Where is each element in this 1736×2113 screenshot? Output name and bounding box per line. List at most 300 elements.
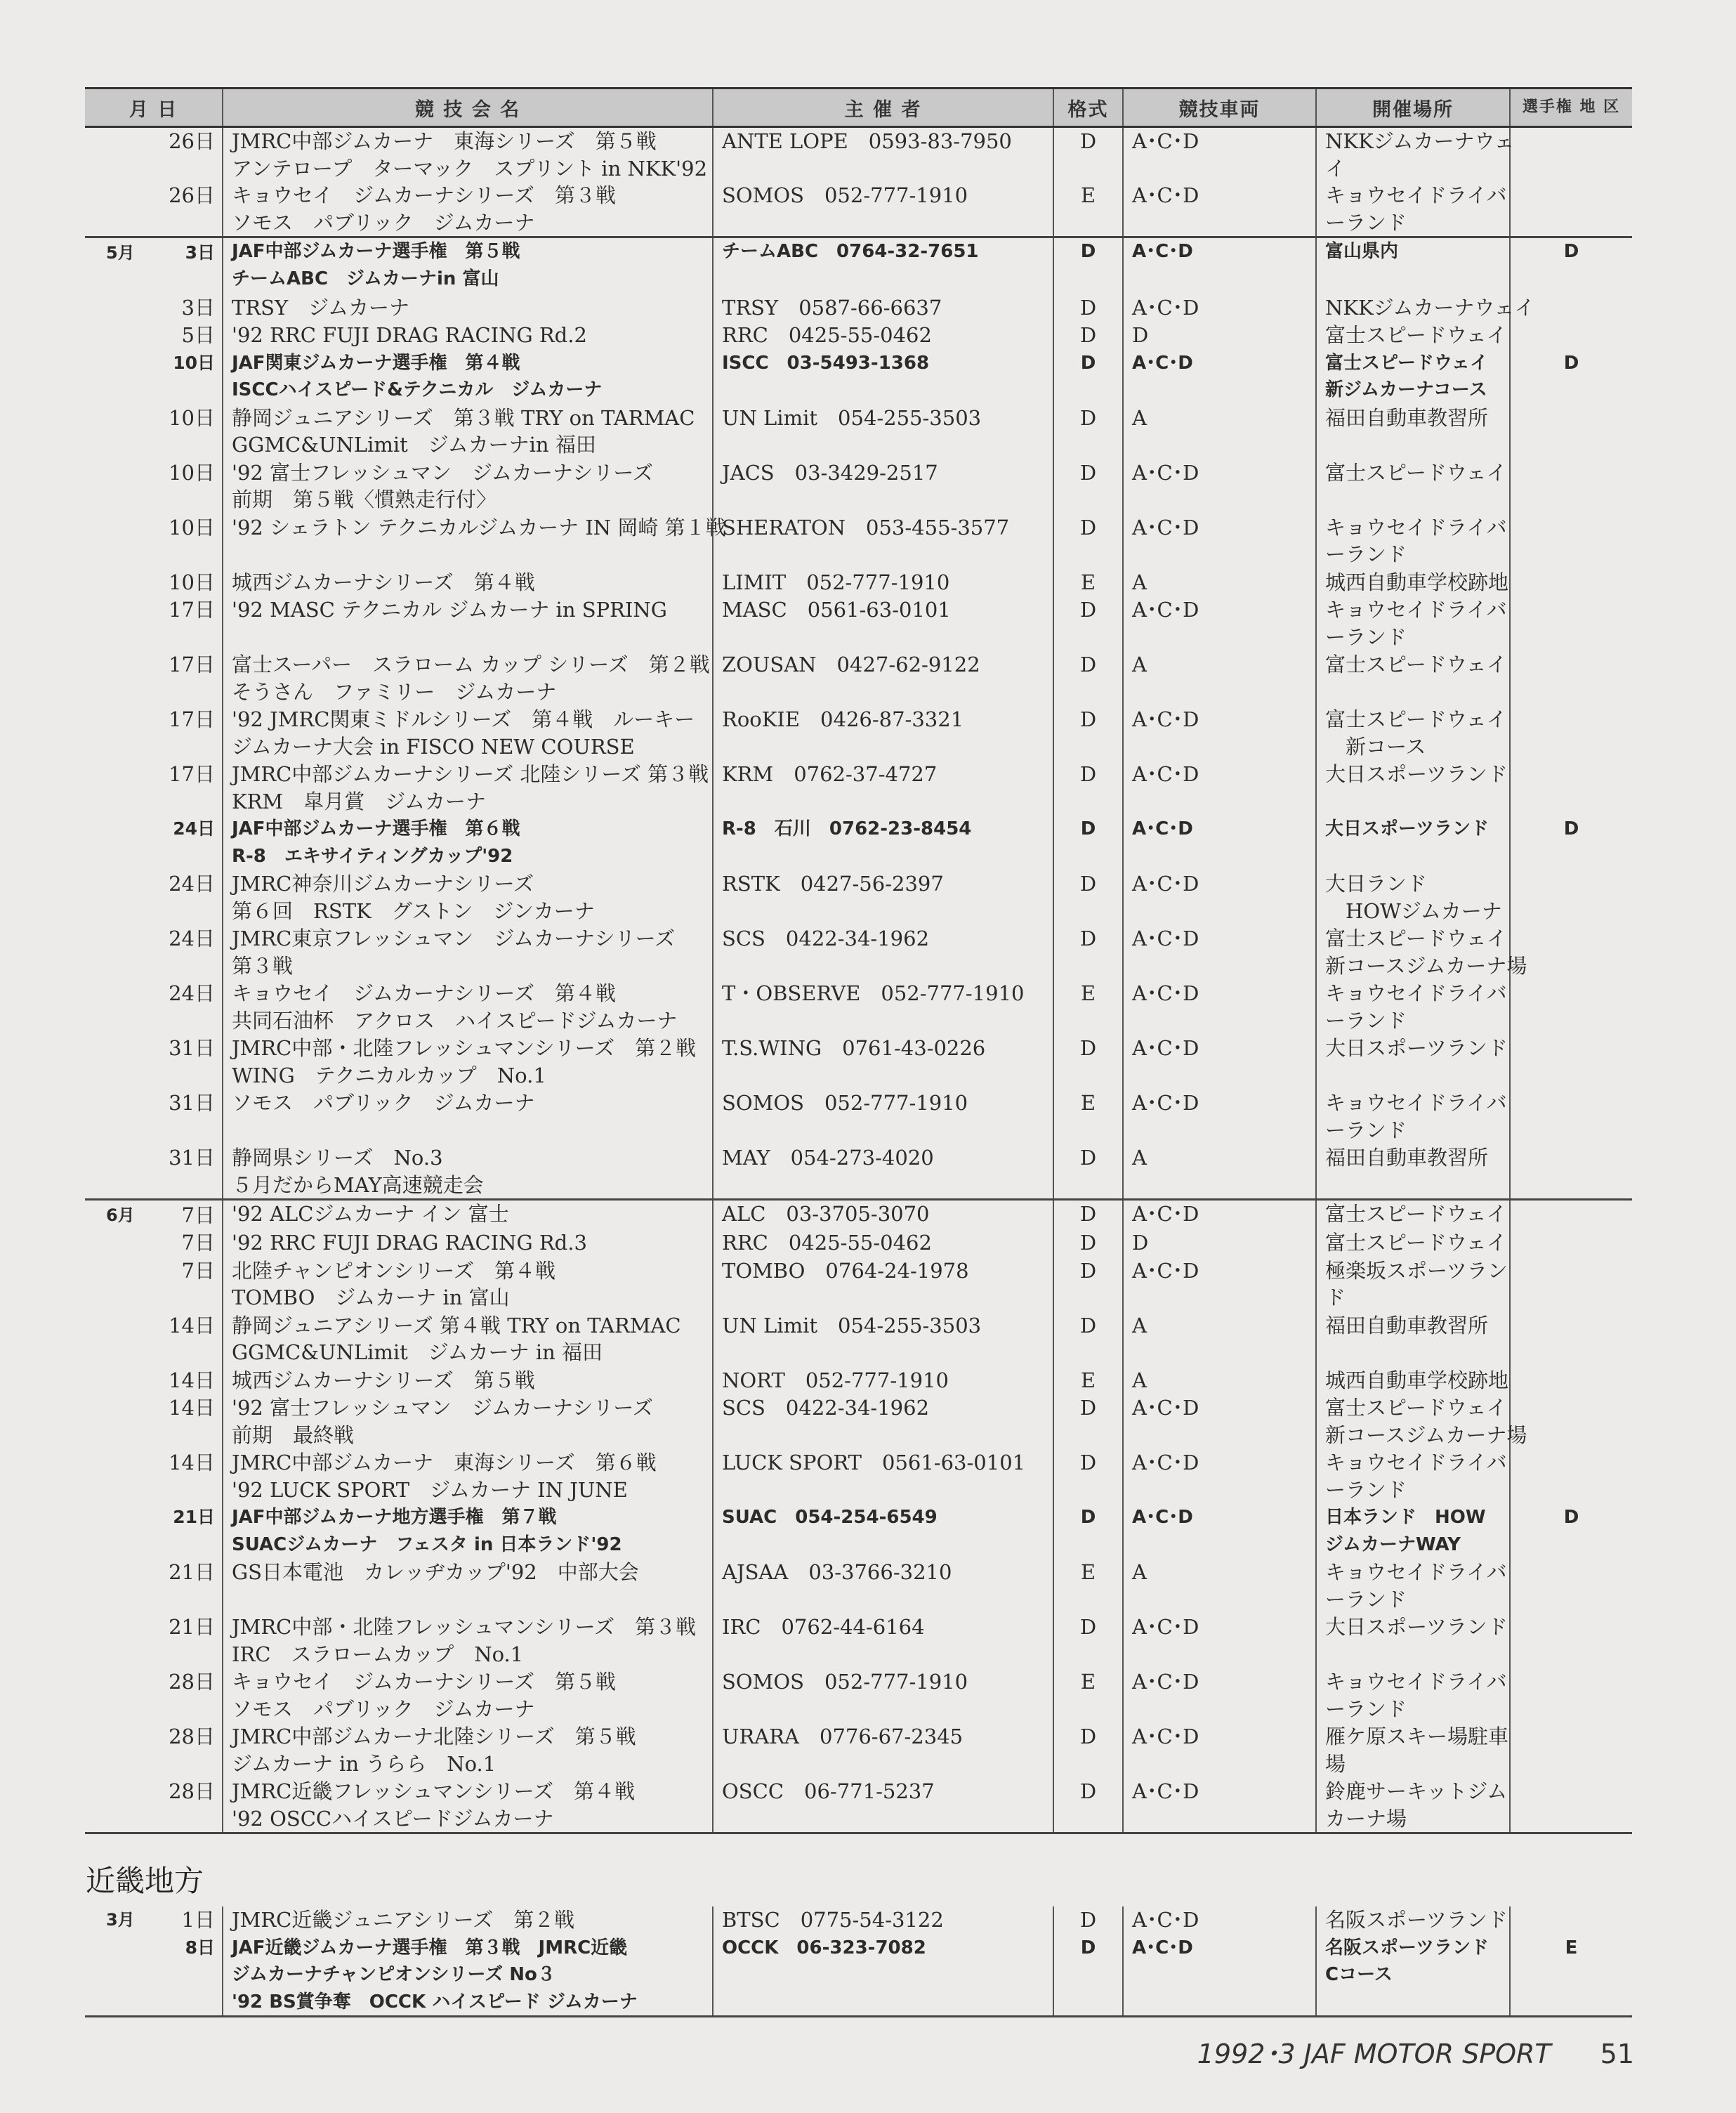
- table-row: [85, 1723, 1632, 1778]
- date-cell: [85, 596, 223, 651]
- championship-region-cell: [1510, 1312, 1632, 1367]
- venue-line: ジムカーナWAY: [1325, 1533, 1461, 1555]
- venue-cell: [1316, 569, 1510, 597]
- event-name-cell: [223, 1312, 713, 1367]
- table-row: [85, 1668, 1632, 1723]
- venue-line: キョウセイドライバ: [1325, 1670, 1507, 1694]
- vehicles-cell: A: [1123, 1559, 1316, 1614]
- format-cell: E: [1053, 182, 1123, 237]
- organizer-cell: ANTE LOPE 0593-83-7950: [713, 127, 1053, 183]
- format-cell: D: [1053, 459, 1123, 514]
- venue-cell: [1316, 1906, 1510, 1935]
- event-name-line: GGMC&UNLimit ジムカーナ in 福田: [232, 1340, 603, 1364]
- venue-line: 富士スピードウェイ: [1325, 1202, 1507, 1226]
- championship-region-cell: [1510, 1614, 1632, 1668]
- vehicles-cell: A･C･D: [1123, 1614, 1316, 1668]
- date-cell: [85, 1367, 223, 1395]
- championship-region-cell: [1510, 459, 1632, 514]
- day-label: 17日: [169, 762, 215, 786]
- event-name-line: 北陸チャンピオンシリーズ 第４戦: [232, 1258, 555, 1283]
- event-name-line: '92 JMRC関東ミドルシリーズ 第４戦 ルーキー: [232, 707, 695, 731]
- table-row: [85, 1778, 1632, 1833]
- header-event-name: 競 技 会 名: [223, 89, 713, 127]
- day-label: 24日: [169, 872, 215, 896]
- organizer-cell: SHERATON 053-455-3577: [713, 514, 1053, 569]
- championship-region-cell: [1510, 1559, 1632, 1614]
- date-cell: [85, 182, 223, 237]
- venue-line: 富士スピードウェイ: [1325, 653, 1507, 676]
- organizer-cell: RRC 0425-55-0462: [713, 322, 1053, 350]
- venue-line: 富士スピードウェイ: [1325, 707, 1507, 731]
- championship-region-cell: [1510, 1668, 1632, 1723]
- header-format: 格式: [1053, 89, 1123, 127]
- vehicles-cell: A･C･D: [1123, 761, 1316, 816]
- organizer-cell: AJSAA 03-3766-3210: [713, 1559, 1053, 1614]
- event-name-line: '92 OSCCハイスピードジムカーナ: [232, 1806, 554, 1831]
- date-cell: [85, 1144, 223, 1200]
- venue-line: 名阪スポーツランド: [1325, 1937, 1489, 1958]
- championship-region-cell: [1510, 1778, 1632, 1833]
- event-name-line: 城西ジムカーナシリーズ 第５戦: [232, 1368, 535, 1392]
- organizer-cell: IRC 0762-44-6164: [713, 1614, 1053, 1668]
- event-name-line: キョウセイ ジムカーナシリーズ 第５戦: [232, 1670, 616, 1694]
- day-label: 14日: [169, 1396, 215, 1420]
- event-name-line: ５月だからMAY高速競走会: [232, 1172, 484, 1197]
- format-cell: D: [1053, 127, 1123, 183]
- format-cell: D: [1053, 1906, 1123, 1935]
- organizer-cell: SOMOS 052-777-1910: [713, 1668, 1053, 1723]
- event-name-line: JAF関東ジムカーナ選手権 第４戦: [232, 352, 520, 374]
- championship-region-cell: [1510, 651, 1632, 706]
- date-cell: [85, 1449, 223, 1504]
- event-name-cell: [223, 294, 713, 322]
- page-footer: [1197, 2032, 1634, 2071]
- vehicles-cell: A･C･D: [1123, 350, 1316, 405]
- venue-line: 城西自動車学校跡地: [1325, 570, 1509, 594]
- organizer-cell: SOMOS 052-777-1910: [713, 182, 1053, 237]
- table-row: [85, 1200, 1632, 1230]
- venue-line: NKKジムカーナウェ: [1325, 129, 1515, 153]
- vehicles-cell: A･C･D: [1123, 294, 1316, 322]
- table-row: [85, 1906, 1632, 1935]
- event-name-cell: [223, 870, 713, 925]
- venue-cell: [1316, 459, 1510, 514]
- event-name-line: そうさん ファミリー ジムカーナ: [232, 679, 557, 704]
- championship-region-cell: [1510, 1906, 1632, 1935]
- event-name-line: 富士スーパー スラローム カップ シリーズ 第２戦: [232, 653, 710, 676]
- table-row: [85, 1614, 1632, 1668]
- day-label: 24日: [173, 818, 215, 839]
- event-name-line: '92 MASC テクニカル ジムカーナ in SPRING: [232, 598, 667, 622]
- event-name-cell: [223, 1559, 713, 1614]
- event-name-line: JAF中部ジムカーナ選手権 第６戦: [232, 818, 520, 839]
- date-cell: [85, 294, 223, 322]
- venue-line: キョウセイドライバ: [1325, 183, 1507, 207]
- organizer-cell: RSTK 0427-56-2397: [713, 870, 1053, 925]
- organizer-cell: KRM 0762-37-4727: [713, 761, 1053, 816]
- day-label: 31日: [169, 1091, 215, 1115]
- venue-cell: [1316, 1778, 1510, 1833]
- vehicles-cell: A･C･D: [1123, 1200, 1316, 1230]
- event-name-cell: [223, 1200, 713, 1230]
- table-row: [85, 706, 1632, 761]
- vehicles-cell: A･C･D: [1123, 459, 1316, 514]
- format-cell: D: [1053, 761, 1123, 816]
- event-name-cell: [223, 706, 713, 761]
- format-cell: D: [1053, 651, 1123, 706]
- event-name-cell: [223, 1229, 713, 1257]
- event-name-cell: [223, 1614, 713, 1668]
- championship-region-cell: [1510, 596, 1632, 651]
- venue-cell: [1316, 1504, 1510, 1559]
- organizer-cell: R-8 石川 0762-23-8454: [713, 816, 1053, 870]
- vehicles-cell: A･C･D: [1123, 816, 1316, 870]
- venue-line: 新ジムカーナコース: [1325, 379, 1487, 400]
- date-cell: [85, 761, 223, 816]
- organizer-cell: チームABC 0764-32-7651: [713, 237, 1053, 294]
- event-name-line: WING テクニカルカップ No.1: [232, 1063, 546, 1087]
- event-name-line: IRC スラロームカップ No.1: [232, 1642, 524, 1666]
- date-cell: [85, 459, 223, 514]
- event-name-line: TOMBO ジムカーナ in 富山: [232, 1286, 510, 1309]
- format-cell: D: [1053, 350, 1123, 405]
- month-label: 3月: [106, 1910, 135, 1930]
- championship-region-cell: [1510, 925, 1632, 980]
- event-name-line: 前期 第５戦〈慣熟走行付〉: [232, 488, 497, 511]
- championship-region-cell: [1510, 1367, 1632, 1395]
- event-name-line: 第６回 RSTK グストン ジンカーナ: [232, 898, 595, 923]
- vehicles-cell: A: [1123, 1367, 1316, 1395]
- venue-line: 富士スピードウェイ: [1325, 1396, 1507, 1420]
- venue-line: キョウセイドライバ: [1325, 1451, 1507, 1474]
- venue-line: キョウセイドライバ: [1325, 1560, 1507, 1584]
- event-name-line: JAF近畿ジムカーナ選手権 第３戦 JMRC近畿: [232, 1937, 628, 1958]
- organizer-cell: SCS 0422-34-1962: [713, 925, 1053, 980]
- event-name-line: SUACジムカーナ フェスタ in 日本ランド'92: [232, 1533, 622, 1555]
- vehicles-cell: A･C･D: [1123, 1723, 1316, 1778]
- day-label: 7日: [181, 1258, 215, 1283]
- venue-line: 富士スピードウェイ: [1325, 352, 1488, 374]
- championship-region-cell: E: [1510, 1935, 1632, 2017]
- event-name-cell: [223, 1906, 713, 1935]
- venue-line: ーランド: [1325, 542, 1407, 566]
- vehicles-cell: A･C･D: [1123, 1935, 1316, 2017]
- page-number: 51: [1600, 2039, 1634, 2069]
- vehicles-cell: A･C･D: [1123, 1504, 1316, 1559]
- event-name-line: 城西ジムカーナシリーズ 第４戦: [232, 570, 535, 594]
- championship-region-cell: [1510, 1257, 1632, 1312]
- organizer-cell: LIMIT 052-777-1910: [713, 569, 1053, 597]
- table-row: [85, 870, 1632, 925]
- day-label: 24日: [169, 927, 215, 950]
- format-cell: D: [1053, 322, 1123, 350]
- venue-cell: [1316, 980, 1510, 1035]
- day-label: 3日: [185, 242, 215, 263]
- organizer-cell: UN Limit 054-255-3503: [713, 405, 1053, 459]
- venue-line: 極楽坂スポーツラン: [1325, 1258, 1508, 1283]
- day-label: 14日: [169, 1368, 215, 1392]
- event-name-line: JMRC近畿フレッシュマンシリーズ 第４戦: [232, 1779, 636, 1803]
- venue-cell: [1316, 182, 1510, 237]
- table-row: [85, 925, 1632, 980]
- venue-line: 鈴鹿サーキットジム: [1325, 1779, 1508, 1803]
- championship-region-cell: [1510, 569, 1632, 597]
- day-label: 21日: [173, 1507, 215, 1527]
- venue-line: 新コースジムカーナ場: [1325, 1422, 1527, 1447]
- venue-line: ド: [1325, 1286, 1346, 1309]
- table-row: [85, 1394, 1632, 1449]
- event-name-line: JMRC中部・北陸フレッシュマンシリーズ 第３戦: [232, 1615, 697, 1639]
- event-name-cell: [223, 1035, 713, 1090]
- vehicles-cell: A･C･D: [1123, 1394, 1316, 1449]
- format-cell: E: [1053, 1559, 1123, 1614]
- venue-line: イ: [1325, 156, 1346, 181]
- format-cell: D: [1053, 514, 1123, 569]
- table-row: [85, 1035, 1632, 1090]
- venue-cell: [1316, 925, 1527, 980]
- event-name-cell: [223, 1257, 713, 1312]
- vehicles-cell: A･C･D: [1123, 1906, 1316, 1935]
- table-header-row: [85, 89, 1632, 127]
- event-name-cell: [223, 514, 726, 569]
- table-row: [85, 1257, 1632, 1312]
- section-title-kinki: 近畿地方: [86, 1864, 204, 1898]
- event-name-line: '92 LUCK SPORT ジムカーナ IN JUNE: [232, 1477, 628, 1502]
- venue-line: 新コース: [1325, 734, 1426, 759]
- format-cell: D: [1053, 1035, 1123, 1090]
- date-cell: [85, 1312, 223, 1367]
- table-row: [85, 514, 1632, 569]
- event-name-line: ソモス パブリック ジムカーナ: [232, 210, 535, 235]
- format-cell: D: [1053, 1449, 1123, 1504]
- organizer-cell: SOMOS 052-777-1910: [713, 1090, 1053, 1144]
- format-cell: D: [1053, 1257, 1123, 1312]
- championship-region-cell: D: [1510, 237, 1632, 294]
- event-name-cell: [223, 127, 713, 183]
- event-name-line: ソモス パブリック ジムカーナ: [232, 1091, 535, 1115]
- format-cell: D: [1053, 237, 1123, 294]
- event-name-cell: [223, 980, 713, 1035]
- event-name-cell: [223, 322, 713, 350]
- event-name-line: JMRC東京フレッシュマン ジムカーナシリーズ: [232, 927, 676, 950]
- day-label: 1日: [181, 1908, 215, 1932]
- event-name-line: '92 ALCジムカーナ イン 富士: [232, 1202, 509, 1226]
- organizer-cell: ZOUSAN 0427-62-9122: [713, 651, 1053, 706]
- vehicles-cell: A･C･D: [1123, 1778, 1316, 1833]
- date-cell: [85, 350, 223, 405]
- event-name-line: 静岡県シリーズ No.3: [232, 1146, 443, 1170]
- format-cell: D: [1053, 596, 1123, 651]
- organizer-cell: JACS 03-3429-2517: [713, 459, 1053, 514]
- vehicles-cell: A･C･D: [1123, 1090, 1316, 1144]
- event-name-cell: [223, 1394, 713, 1449]
- header-date: 月 日: [85, 89, 223, 127]
- day-label: 10日: [169, 515, 215, 539]
- day-label: 14日: [169, 1451, 215, 1474]
- event-name-line: JMRC近畿ジュニアシリーズ 第２戦: [232, 1908, 575, 1932]
- venue-cell: [1316, 1668, 1510, 1723]
- venue-cell: [1316, 1144, 1510, 1200]
- venue-line: カーナ場: [1325, 1806, 1407, 1831]
- format-cell: D: [1053, 1723, 1123, 1778]
- organizer-cell: OCCK 06-323-7082: [713, 1935, 1053, 2017]
- venue-line: 新コースジムカーナ場: [1325, 953, 1527, 978]
- day-label: 7日: [181, 1203, 215, 1227]
- venue-line: 富士スピードウェイ: [1325, 323, 1507, 347]
- venue-line: 名阪スポーツランド: [1325, 1908, 1508, 1932]
- event-name-line: 第３戦: [232, 953, 294, 978]
- format-cell: D: [1053, 1312, 1123, 1367]
- organizer-cell: MASC 0561-63-0101: [713, 596, 1053, 651]
- vehicles-cell: A･C･D: [1123, 514, 1316, 569]
- vehicles-cell: A･C･D: [1123, 237, 1316, 294]
- date-cell: [85, 1229, 223, 1257]
- vehicles-cell: A･C･D: [1123, 1668, 1316, 1723]
- format-cell: D: [1053, 405, 1123, 459]
- table-row: [85, 322, 1632, 350]
- event-name-line: 前期 最終戦: [232, 1422, 355, 1447]
- championship-region-cell: [1510, 182, 1632, 237]
- venue-cell: [1316, 127, 1515, 183]
- venue-cell: [1316, 1559, 1510, 1614]
- event-name-line: 静岡ジュニアシリーズ 第３戦 TRY on TARMAC: [232, 405, 695, 430]
- day-label: 28日: [169, 1725, 215, 1748]
- event-name-cell: [223, 1090, 713, 1144]
- venue-cell: [1316, 816, 1510, 870]
- format-cell: D: [1053, 1229, 1123, 1257]
- vehicles-cell: A･C･D: [1123, 980, 1316, 1035]
- venue-line: 大日ランド: [1325, 872, 1428, 896]
- event-name-line: JMRC中部ジムカーナシリーズ 北陸シリーズ 第３戦: [232, 762, 709, 786]
- venue-cell: [1316, 1935, 1510, 2017]
- event-name-line: '92 RRC FUJI DRAG RACING Rd.3: [232, 1231, 587, 1255]
- day-label: 10日: [173, 352, 215, 373]
- date-cell: [85, 1200, 223, 1230]
- organizer-cell: SCS 0422-34-1962: [713, 1394, 1053, 1449]
- format-cell: D: [1053, 294, 1123, 322]
- day-label: 10日: [169, 460, 215, 485]
- venue-line: 城西自動車学校跡地: [1325, 1368, 1509, 1392]
- organizer-cell: MAY 054-273-4020: [713, 1144, 1053, 1200]
- event-name-line: ISCCハイスピード&テクニカル ジムカーナ: [232, 379, 603, 400]
- event-name-line: GGMC&UNLimit ジムカーナin 福田: [232, 433, 596, 457]
- date-cell: [85, 925, 223, 980]
- day-label: 5日: [181, 323, 215, 347]
- event-name-cell: [223, 596, 713, 651]
- venue-line: キョウセイドライバ: [1325, 598, 1507, 622]
- vehicles-cell: A･C･D: [1123, 596, 1316, 651]
- date-cell: [85, 706, 223, 761]
- organizer-cell: T.S.WING 0761-43-0226: [713, 1035, 1053, 1090]
- day-label: 8日: [185, 1937, 215, 1958]
- day-label: 10日: [169, 405, 215, 430]
- event-name-line: TRSY ジムカーナ: [232, 295, 410, 320]
- event-name-line: JMRC中部・北陸フレッシュマンシリーズ 第２戦: [232, 1036, 697, 1060]
- event-name-line: JAF中部ジムカーナ選手権 第５戦: [232, 241, 520, 262]
- organizer-cell: SUAC 054-254-6549: [713, 1504, 1053, 1559]
- format-cell: D: [1053, 1778, 1123, 1833]
- vehicles-cell: D: [1123, 1229, 1316, 1257]
- day-label: 26日: [169, 129, 215, 153]
- venue-line: ーランド: [1325, 1118, 1407, 1142]
- event-name-line: '92 BS賞争奪 OCCK ハイスピード ジムカーナ: [232, 1991, 638, 2013]
- format-cell: D: [1053, 1394, 1123, 1449]
- event-name-cell: [223, 237, 713, 294]
- date-cell: [85, 651, 223, 706]
- venue-line: 富士スピードウェイ: [1325, 927, 1507, 950]
- event-name-line: GS日本電池 カレッヂカップ'92 中部大会: [232, 1560, 639, 1584]
- date-cell: [85, 1559, 223, 1614]
- championship-region-cell: [1510, 1449, 1632, 1504]
- organizer-cell: UN Limit 054-255-3503: [713, 1312, 1053, 1367]
- event-name-line: 共同石油杯 アクロス ハイスピードジムカーナ: [232, 1008, 678, 1033]
- event-name-line: '92 RRC FUJI DRAG RACING Rd.2: [232, 323, 587, 347]
- vehicles-cell: A･C･D: [1123, 1449, 1316, 1504]
- event-name-line: JMRC神奈川ジムカーナシリーズ: [232, 872, 534, 896]
- event-name-line: キョウセイ ジムカーナシリーズ 第４戦: [232, 981, 616, 1005]
- day-label: 14日: [169, 1313, 215, 1337]
- event-name-cell: [223, 1449, 713, 1504]
- venue-line: 富士スピードウェイ: [1325, 1231, 1507, 1255]
- event-name-cell: [223, 761, 713, 816]
- event-name-line: '92 シェラトン テクニカルジムカーナ IN 岡崎 第１戦: [232, 515, 726, 539]
- championship-region-cell: D: [1510, 350, 1632, 405]
- venue-line: キョウセイドライバ: [1325, 981, 1507, 1005]
- venue-line: ーランド: [1325, 1477, 1407, 1502]
- date-cell: [85, 1778, 223, 1833]
- venue-cell: [1316, 322, 1510, 350]
- organizer-cell: NORT 052-777-1910: [713, 1367, 1053, 1395]
- event-name-cell: [223, 1778, 713, 1833]
- venue-line: Cコース: [1325, 1964, 1393, 1985]
- event-name-cell: [223, 350, 713, 405]
- championship-region-cell: [1510, 1200, 1632, 1230]
- organizer-cell: ISCC 03-5493-1368: [713, 350, 1053, 405]
- event-name-line: ソモス パブリック ジムカーナ: [232, 1696, 535, 1721]
- date-cell: [85, 514, 223, 569]
- vehicles-cell: A: [1123, 569, 1316, 597]
- day-label: 7日: [181, 1231, 215, 1255]
- event-name-line: ジムカーナ in うらら No.1: [232, 1751, 497, 1776]
- venue-line: キョウセイドライバ: [1325, 515, 1507, 539]
- day-label: 28日: [169, 1670, 215, 1694]
- vehicles-cell: A: [1123, 1144, 1316, 1200]
- event-name-line: KRM 皐月賞 ジムカーナ: [232, 789, 487, 813]
- month-label: 5月: [106, 243, 135, 263]
- format-cell: E: [1053, 1090, 1123, 1144]
- magazine-issue: 1992･3 JAF MOTOR SPORT: [1197, 2039, 1551, 2069]
- date-cell: [85, 127, 223, 183]
- venue-line: 福田自動車教習所: [1325, 405, 1489, 430]
- venue-line: ーランド: [1325, 1587, 1407, 1611]
- vehicles-cell: A･C･D: [1123, 1257, 1316, 1312]
- organizer-cell: RooKIE 0426-87-3321: [713, 706, 1053, 761]
- date-cell: [85, 1906, 223, 1935]
- championship-region-cell: D: [1510, 816, 1632, 870]
- table-row: [85, 980, 1632, 1035]
- vehicles-cell: A･C･D: [1123, 870, 1316, 925]
- venue-line: ーランド: [1325, 624, 1407, 649]
- venue-cell: [1316, 1200, 1510, 1230]
- event-name-line: ジムカーナチャンピオンシリーズ No３: [232, 1964, 555, 1985]
- venue-cell: [1316, 405, 1510, 459]
- venue-cell: [1316, 761, 1510, 816]
- event-name-cell: [223, 1723, 713, 1778]
- venue-cell: [1316, 1090, 1510, 1144]
- championship-region-cell: [1510, 980, 1632, 1035]
- championship-region-cell: [1510, 1144, 1632, 1200]
- day-label: 17日: [169, 598, 215, 622]
